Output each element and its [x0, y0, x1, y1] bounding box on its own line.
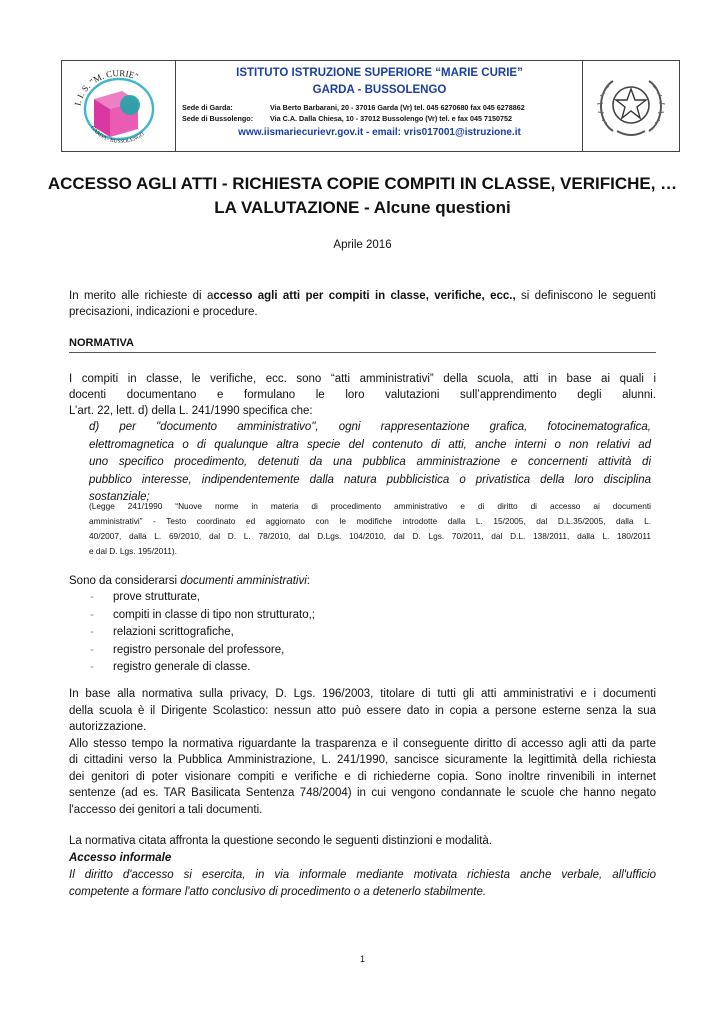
privacy-line: Allo stesso tempo la normativa riguardante la trasparenza e il conseguente diritto di accesso agli atti da parte: [69, 737, 656, 750]
privacy-paragraph: [69, 686, 656, 818]
list-item: [90, 589, 315, 607]
list-dash: -: [90, 608, 94, 621]
reference-line: (Legge 241/1990 “Nuove norme in materia di procedimento amministrativo e di diritto di accesso ai documenti: [89, 501, 651, 511]
list-item: [90, 607, 315, 625]
list-item-text: registro generale di classe.: [113, 661, 251, 673]
quote-line: sostanziale;: [89, 491, 150, 503]
reference-line: e dal D. Lgs. 195/2011).: [89, 546, 177, 556]
reference-line: 40/2007, dalla L. 69/2010, dal D. L. 78/2010, dal D.Lgs. 104/2010, dal D. Lgs. 70/2011, dal D.L. 138/2011, dalla L. 180/2011: [89, 531, 651, 541]
document-title-line-1: ACCESSO AGLI ATTI - RICHIESTA COPIE COMPITI IN CLASSE, VERIFICHE, …: [47, 174, 678, 193]
list-item: [90, 659, 315, 677]
school-logo: [62, 61, 176, 151]
italian-republic-emblem-icon: [582, 61, 679, 151]
list-dash: -: [90, 591, 94, 603]
section-divider: [69, 352, 656, 353]
law-reference: [89, 499, 651, 559]
documents-list: [90, 589, 315, 677]
intro-line-2: precisazioni, indicazioni e procedure.: [69, 306, 258, 318]
docs-intro: [69, 573, 656, 590]
privacy-line: di cittadini verso la Pubblica Amministrazione, L. 241/1990, sancisce sicuramente la legittimità della richiesta: [69, 754, 656, 766]
reference-line: amministrativi” - Testo coordinato ed aggiornato con le modifiche introdotte dalla L. 15/2005, dal D.L.35/2005, dalla L.: [89, 516, 651, 526]
distinction-line: La normativa citata affronta la questione secondo le seguenti distinzioni e modalità.: [69, 835, 492, 847]
quote-line: d) per "documento amministrativo", ogni rappresentazione grafica, fotocinematografica,: [89, 421, 651, 433]
curie-logo-icon: [62, 61, 175, 151]
quote-line: pubblico interesse, indipendentemente dalla natura pubblicistica o privatistica della loro disciplina: [89, 473, 651, 486]
list-item-text: prove strutturate,: [113, 591, 200, 603]
intro-post: si definiscono le seguenti: [515, 290, 656, 302]
sede-bussolengo-value: Via C.A. Dalla Chiesa, 10 - 37012 Bussolengo (Vr) tel. e fax 045 7150752: [270, 114, 512, 123]
section-heading-normativa: NORMATIVA: [69, 337, 134, 349]
list-item: [90, 624, 315, 642]
document-title-line-2: LA VALUTAZIONE - Alcune questioni: [214, 198, 511, 217]
privacy-line: sentenze (ad es. TAR Basilicata Sentenza 748/2004) in cui vengono condannate le scuole che hanno negato: [69, 787, 656, 799]
list-item-text: registro personale del professore,: [113, 643, 285, 656]
docs-intro-italic: documenti amministrativi: [180, 575, 307, 587]
intro-line-1: [69, 288, 656, 305]
website-email[interactable]: www.iismariecurievr.gov.it - email: vris017001@istruzione.it: [238, 127, 521, 138]
informal-access-heading: Accesso informale: [69, 852, 172, 864]
informal-line: competente a formare l'atto conclusivo di procedimento o a detenerlo stabilmente.: [69, 885, 487, 898]
informal-access-text: [69, 867, 656, 900]
quote-line: elettromagnetica o di qualunque altra specie del contenuto di atti, anche interni o non relativi ad: [89, 438, 651, 451]
intro-bold: ccesso agli atti per compiti in classe, verifiche, ecc.,: [213, 290, 516, 302]
sede-bussolengo-label: Sede di Bussolengo:: [182, 114, 254, 123]
institute-name: ISTITUTO ISTRUZIONE SUPERIORE “MARIE CURIE”: [236, 67, 523, 79]
list-item: [90, 642, 315, 660]
list-item-text: relazioni scrittografiche,: [113, 626, 234, 638]
privacy-line: l'accesso dei genitori a tali documenti.: [69, 803, 263, 816]
logo-text: I. I. S. "M. CURIE": [72, 67, 140, 107]
law-quote: [89, 419, 651, 507]
privacy-line: della scuola è il Dirigente Scolastico: nessun atto può essere dato in copia a persone esterne senza la sua: [69, 704, 656, 717]
quote-line: uno specifico procedimento, detenuti da una pubblica amministrazione e concernenti attività di: [89, 456, 651, 468]
privacy-line: autorizzazione.: [69, 721, 147, 733]
letterhead: [61, 60, 680, 152]
page-number: 1: [359, 954, 365, 964]
sede-garda-label: Sede di Garda:: [182, 103, 233, 112]
intro-pre: In merito alle richieste di a: [69, 290, 214, 302]
docs-intro-post: :: [306, 575, 310, 587]
docs-intro-pre: Sono da considerarsi: [69, 575, 181, 587]
list-dash: -: [90, 661, 94, 673]
logo-subtext: GARDA - BUSSOLENGO: [89, 124, 146, 145]
privacy-line: In base alla normativa sulla privacy, D. Lgs. 196/2003, titolare di tutti gli atti amministrativi e i documenti: [69, 688, 656, 700]
institute-city: GARDA - BUSSOLENGO: [312, 84, 447, 96]
informal-line: Il diritto d'accesso si esercita, in via informale mediante motivata richiesta anche verbale, all'ufficio: [69, 869, 656, 881]
document-date: Aprile 2016: [333, 239, 392, 251]
para1-line-1: I compiti in classe, le verifiche, ecc. sono “atti amministrativi” della scuola, atti in base ai quali i: [69, 373, 656, 385]
sede-garda-value: Via Berto Barbarani, 20 - 37016 Garda (Vr) tel. 045 6270680 fax 045 6278862: [270, 103, 525, 112]
para1-line-3: L’art. 22, lett. d) della L. 241/1990 specifica che:: [69, 405, 313, 417]
institute-info: [176, 61, 583, 151]
list-dash: -: [90, 626, 94, 638]
sede-bussolengo: [182, 114, 512, 123]
list-item-text: compiti in classe di tipo non strutturato,;: [113, 608, 315, 621]
list-dash: -: [90, 643, 94, 656]
sede-garda: [182, 103, 525, 112]
privacy-line: dei genitori di poter visionare compiti e verifiche e di richiederne copia. Sono inoltre rinvenibili in internet: [69, 770, 656, 783]
para1-line-2: docenti documentano e formulano le loro valutazioni sull’apprendimento degli alunni.: [69, 389, 656, 401]
